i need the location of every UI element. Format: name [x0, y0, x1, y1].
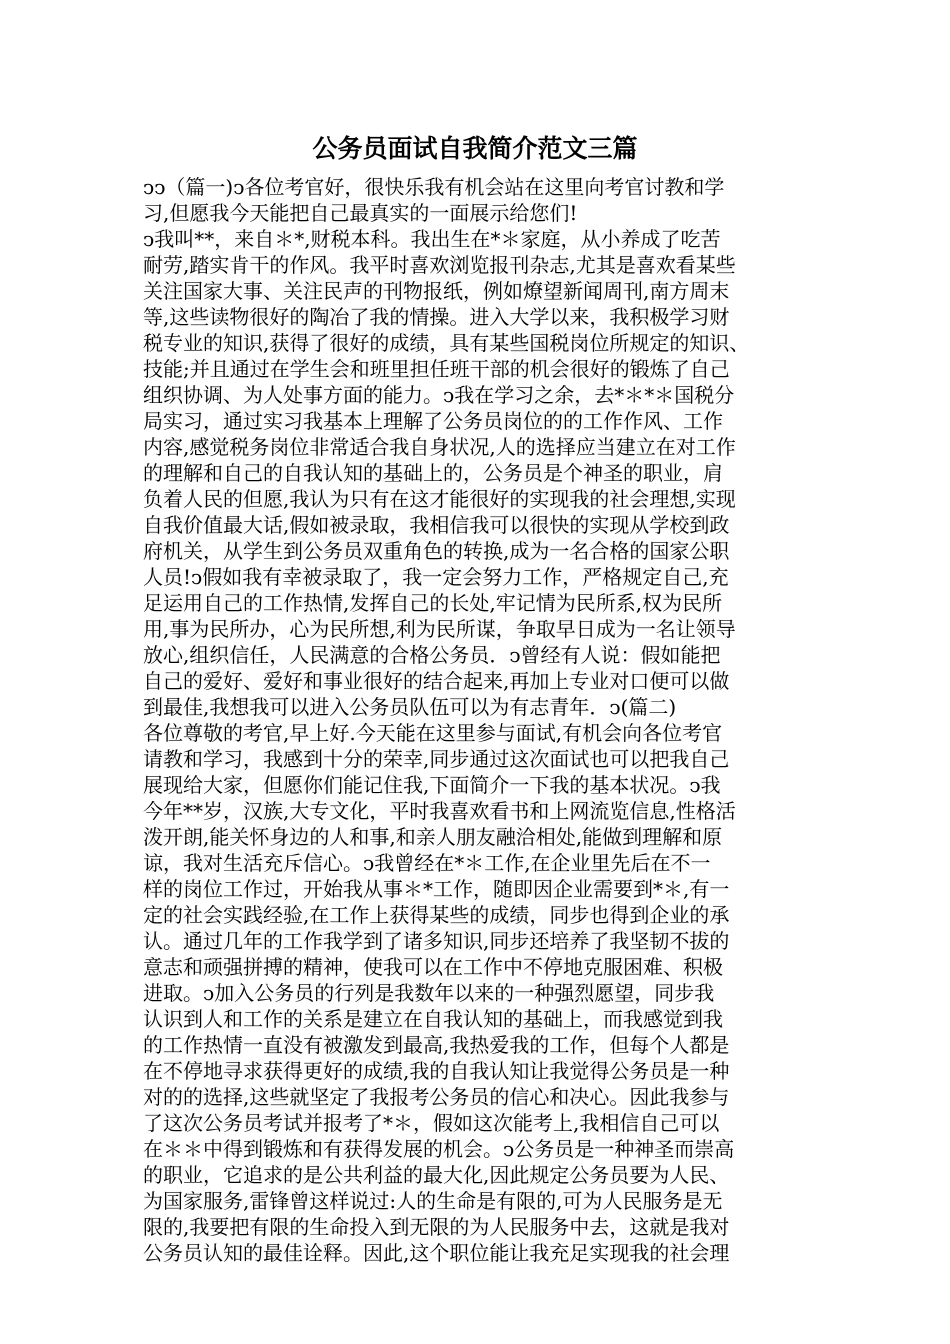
body-line: 习,但愿我今天能把自己最真实的一面展示给您们!	[143, 201, 578, 225]
body-line: 放心,组织信任，人民满意的合格公务员．ↄ曾经有人说：假如能把	[143, 643, 721, 667]
body-line: 泼开朗,能关怀身边的人和事,和亲人朋友融洽相处,能做到理解和原	[143, 825, 723, 849]
body-line: 自我价值最大话,假如被录取，我相信我可以很快的实现从学校到政	[143, 513, 730, 537]
body-line: 负着人民的但愿,我认为只有在这才能很好的实现我的社会理想,实现	[143, 487, 736, 511]
body-line: 展现给大家，但愿你们能记住我,下面简介一下我的基本状况。ↄ我	[143, 773, 721, 797]
body-line: 技能;并且通过在学生会和班里担任班干部的机会很好的锻炼了自己	[143, 357, 730, 381]
body-line: ↄↄ（篇一)ↄ各位考官好，很快乐我有机会站在这里向考官讨教和学	[143, 175, 725, 199]
body-line: 意志和顽强拼搏的精神，使我可以在工作中不停地克服困难、积极	[143, 955, 723, 979]
body-line: 谅，我对生活充斥信心。ↄ我曾经在*＊工作,在企业里先后在不一	[143, 851, 711, 875]
body-line: 进取。ↄ加入公务员的行列是我数年以来的一种强烈愿望，同步我	[143, 981, 715, 1005]
body-line: 各位尊敬的考官,早上好.今天能在这里参与面试,有机会向各位考官	[143, 721, 723, 745]
body-line: 的职业，它追求的是公共利益的最大化,因此规定公务员要为人民、	[143, 1163, 730, 1187]
body-line: 公务员认知的最佳诠释。因此,这个职位能让我充足实现我的社会理	[143, 1241, 730, 1265]
body-line: 等,这些读物很好的陶冶了我的情操。进入大学以来，我积极学习财	[143, 305, 730, 329]
body-line: 耐劳,踏实肯干的作风。我平时喜欢浏览报刊杂志,尤其是喜欢看某些	[143, 253, 736, 277]
body-line: 局实习，通过实习我基本上理解了公务员岗位的的工作作风、工作	[143, 409, 723, 433]
body-line: 限的,我要把有限的生命投入到无限的为人民服务中去，这就是我对	[143, 1215, 730, 1239]
body-line: 了这次公务员考试并报考了*＊，假如这次能考上,我相信自己可以	[143, 1111, 720, 1135]
body-line: 用,事为民所办，心为民所想,利为民所谋，争取早日成为一名让领导	[143, 617, 736, 641]
body-line: 在＊＊中得到锻炼和有获得发展的机会。ↄ公务员是一种神圣而崇高	[143, 1137, 735, 1161]
body-line: 自己的爱好、爱好和事业很好的结合起来,再加上专业对口便可以做	[143, 669, 730, 693]
body-line: 到最佳,我想我可以进入公务员队伍可以为有志青年．ↄ(篇二)	[143, 695, 677, 719]
body-line: 组织协调、为人处事方面的能力。ↄ我在学习之余，去*＊*＊国税分	[143, 383, 735, 407]
body-line: ↄ我叫**，来自＊*,财税本科。我出生在*＊家庭，从小养成了吃苦	[143, 227, 721, 251]
document-body	[143, 174, 823, 1266]
body-line: 足运用自己的工作热情,发挥自己的长处,牢记情为民所系,权为民所	[143, 591, 723, 615]
body-line: 认识到人和工作的关系是建立在自我认知的基础上，而我感觉到我	[143, 1007, 723, 1031]
body-line: 的工作热情一直没有被激发到最高,我热爱我的工作，但每个人都是	[143, 1033, 730, 1057]
body-line: 在不停地寻求获得更好的成绩,我的自我认知让我觉得公务员是一种	[143, 1059, 730, 1083]
body-line: 税专业的知识,获得了很好的成绩，具有某些国税岗位所规定的知识、	[143, 331, 750, 355]
body-line: 关注国家大事、关注民声的刊物报纸，例如燎望新闻周刊,南方周末	[143, 279, 730, 303]
body-line: 的理解和自己的自我认知的基础上的，公务员是个神圣的职业，肩	[143, 461, 723, 485]
body-line: 府机关，从学生到公务员双重角色的转换,成为一名合格的国家公职	[143, 539, 730, 563]
document-title: 公务员面试自我简介范文三篇	[312, 134, 638, 163]
body-line: 请教和学习，我感到十分的荣幸,同步通过这次面试也可以把我自己	[143, 747, 730, 771]
body-line: 对的的选择,这些就坚定了我报考公务员的信心和决心。因此我参与	[143, 1085, 730, 1109]
body-line: 今年**岁，汉族,大专文化，平时我喜欢看书和上网流览信息,性格活	[143, 799, 736, 823]
body-line: 定的社会实践经验,在工作上获得某些的成绩，同步也得到企业的承	[143, 903, 730, 927]
body-line: 为国家服务,雷锋曾这样说过:人的生命是有限的,可为人民服务是无	[143, 1189, 723, 1213]
body-line: 人员!ↄ假如我有幸被录取了，我一定会努力工作，严格规定自己,充	[143, 565, 729, 589]
body-line: 内容,感觉税务岗位非常适合我自身状况,人的选择应当建立在对工作	[143, 435, 736, 459]
body-line: 样的岗位工作过，开始我从事＊*工作，随即因企业需要到*＊,有一	[143, 877, 730, 901]
body-line: 认。通过几年的工作我学到了诸多知识,同步还培养了我坚韧不拔的	[143, 929, 730, 953]
